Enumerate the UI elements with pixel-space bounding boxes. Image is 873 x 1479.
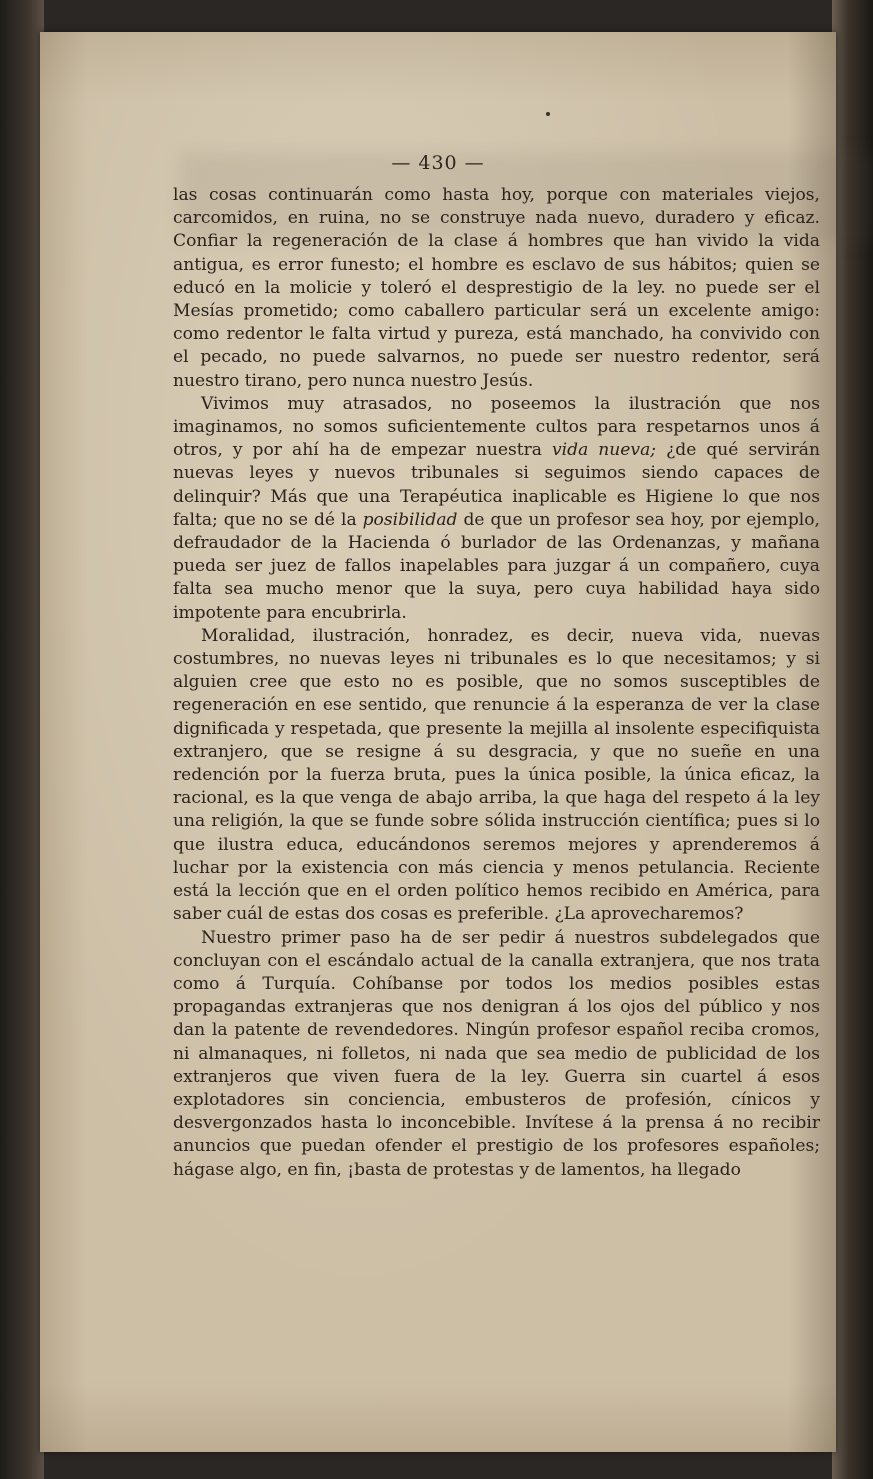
text-span: las cosas continuarán como hasta hoy, porque con materiales viejos, carcomidos, en ruina, no se construye nada nuevo, duradero y eficaz. Confiar la regeneración de la clase á hombres que han vivido la vida antigua, es error funesto; el hombre es esclavo de sus hábitos; quien se educó en la molicie y toleró el desprestigio de la ley. no puede ser el Mesías prometido; como caballero particular será un excelente amigo: como redentor le falta virtud y pureza, está manchado, ha convivido con el pecado, no puede salvarnos, no puede ser nuestro redentor, será nuestro tirano, pero nunca nuestro Jesús.	[173, 185, 820, 391]
text-span: de que un profesor sea hoy, por ejemplo, defraudador de la Hacienda ó burlador de las Ordenanzas, y mañana pueda ser juez de fallos inapelables para juzgar á un compañero, cuya falta sea mucho menor que la suya, pero cuya habilidad haya sido impotente para encubrirla.	[173, 509, 820, 623]
paragraph-1	[173, 184, 820, 393]
ink-speck	[546, 112, 550, 116]
page-number: — 430 —	[391, 152, 485, 174]
text-span: Nuestro primer paso ha de ser pedir á nuestros subdelegados que concluyan con el escándalo actual de la canalla extranjera, que nos trata como á Turquía. Cohíbanse por todos los medios posibles estas propagandas extranjeras que nos denigran á los ojos del público y nos dan la patente de revendedores. Ningún profesor español reciba cromos, ni almanaques, ni folletos, ni nada que sea medio de publicidad de los extranjeros que viven fuera de la ley. Guerra sin cuartel á esos explotadores sin conciencia, embusteros de profesión, cínicos y desvergonzados hasta lo inconcebible. Invítese á la prensa á no recibir anuncios que puedan ofender el prestigio de los profesores españoles; hágase algo, en fin, ¡basta de protestas y de lamentos, ha llegado	[173, 927, 820, 1180]
book-binding-edge	[0, 0, 44, 1479]
text-span: ¿de qué servirán nuevas leyes y nuevos tribunales si seguimos siendo capaces de delinquir? Más que una Terapéutica inaplicable es Higiene lo que nos falta; que no se dé la	[173, 440, 820, 530]
paragraph-3	[173, 625, 820, 927]
paragraph-4	[173, 927, 820, 1182]
text-span: Moralidad, ilustración, honradez, es decir, nueva vida, nuevas costumbres, no nuevas leyes ni tribunales es lo que necesitamos; y si alguien cree que esto no es posible, que no somos susceptibles de regeneración en ese sentido, que renuncie á la esperanza de ver la clase dignificada y respetada, que presente la mejilla al insolente especifiquista extranjero, que se resigne á su desgracia, y que no sueñe en una redención por la fuerza bruta, pues la única posible, la única eficaz, la racional, es la que venga de abajo arriba, la que haga del respeto á la ley una religión, la que se funde sobre sólida instrucción científica; pues si lo que ilustra educa, educándonos seremos mejores y aprenderemos á luchar por la existencia con más ciencia y menos petulancia. Reciente está la lección que en el orden político hemos recibido en América, para saber cuál de estas dos cosas es preferible. ¿La aprovecharemos?	[173, 625, 820, 925]
italic-text-span: vida nueva;	[552, 440, 657, 461]
body-text	[173, 184, 820, 1182]
italic-text-span: posibilidad	[362, 509, 458, 530]
paragraph-2	[173, 393, 820, 625]
book-page	[40, 32, 836, 1452]
text-span: Vivimos muy atrasados, no poseemos la ilustración que nos imaginamos, no somos suficientemente cultos para respetarnos unos á otros, y por ahí ha de empezar nuestra	[173, 393, 820, 461]
